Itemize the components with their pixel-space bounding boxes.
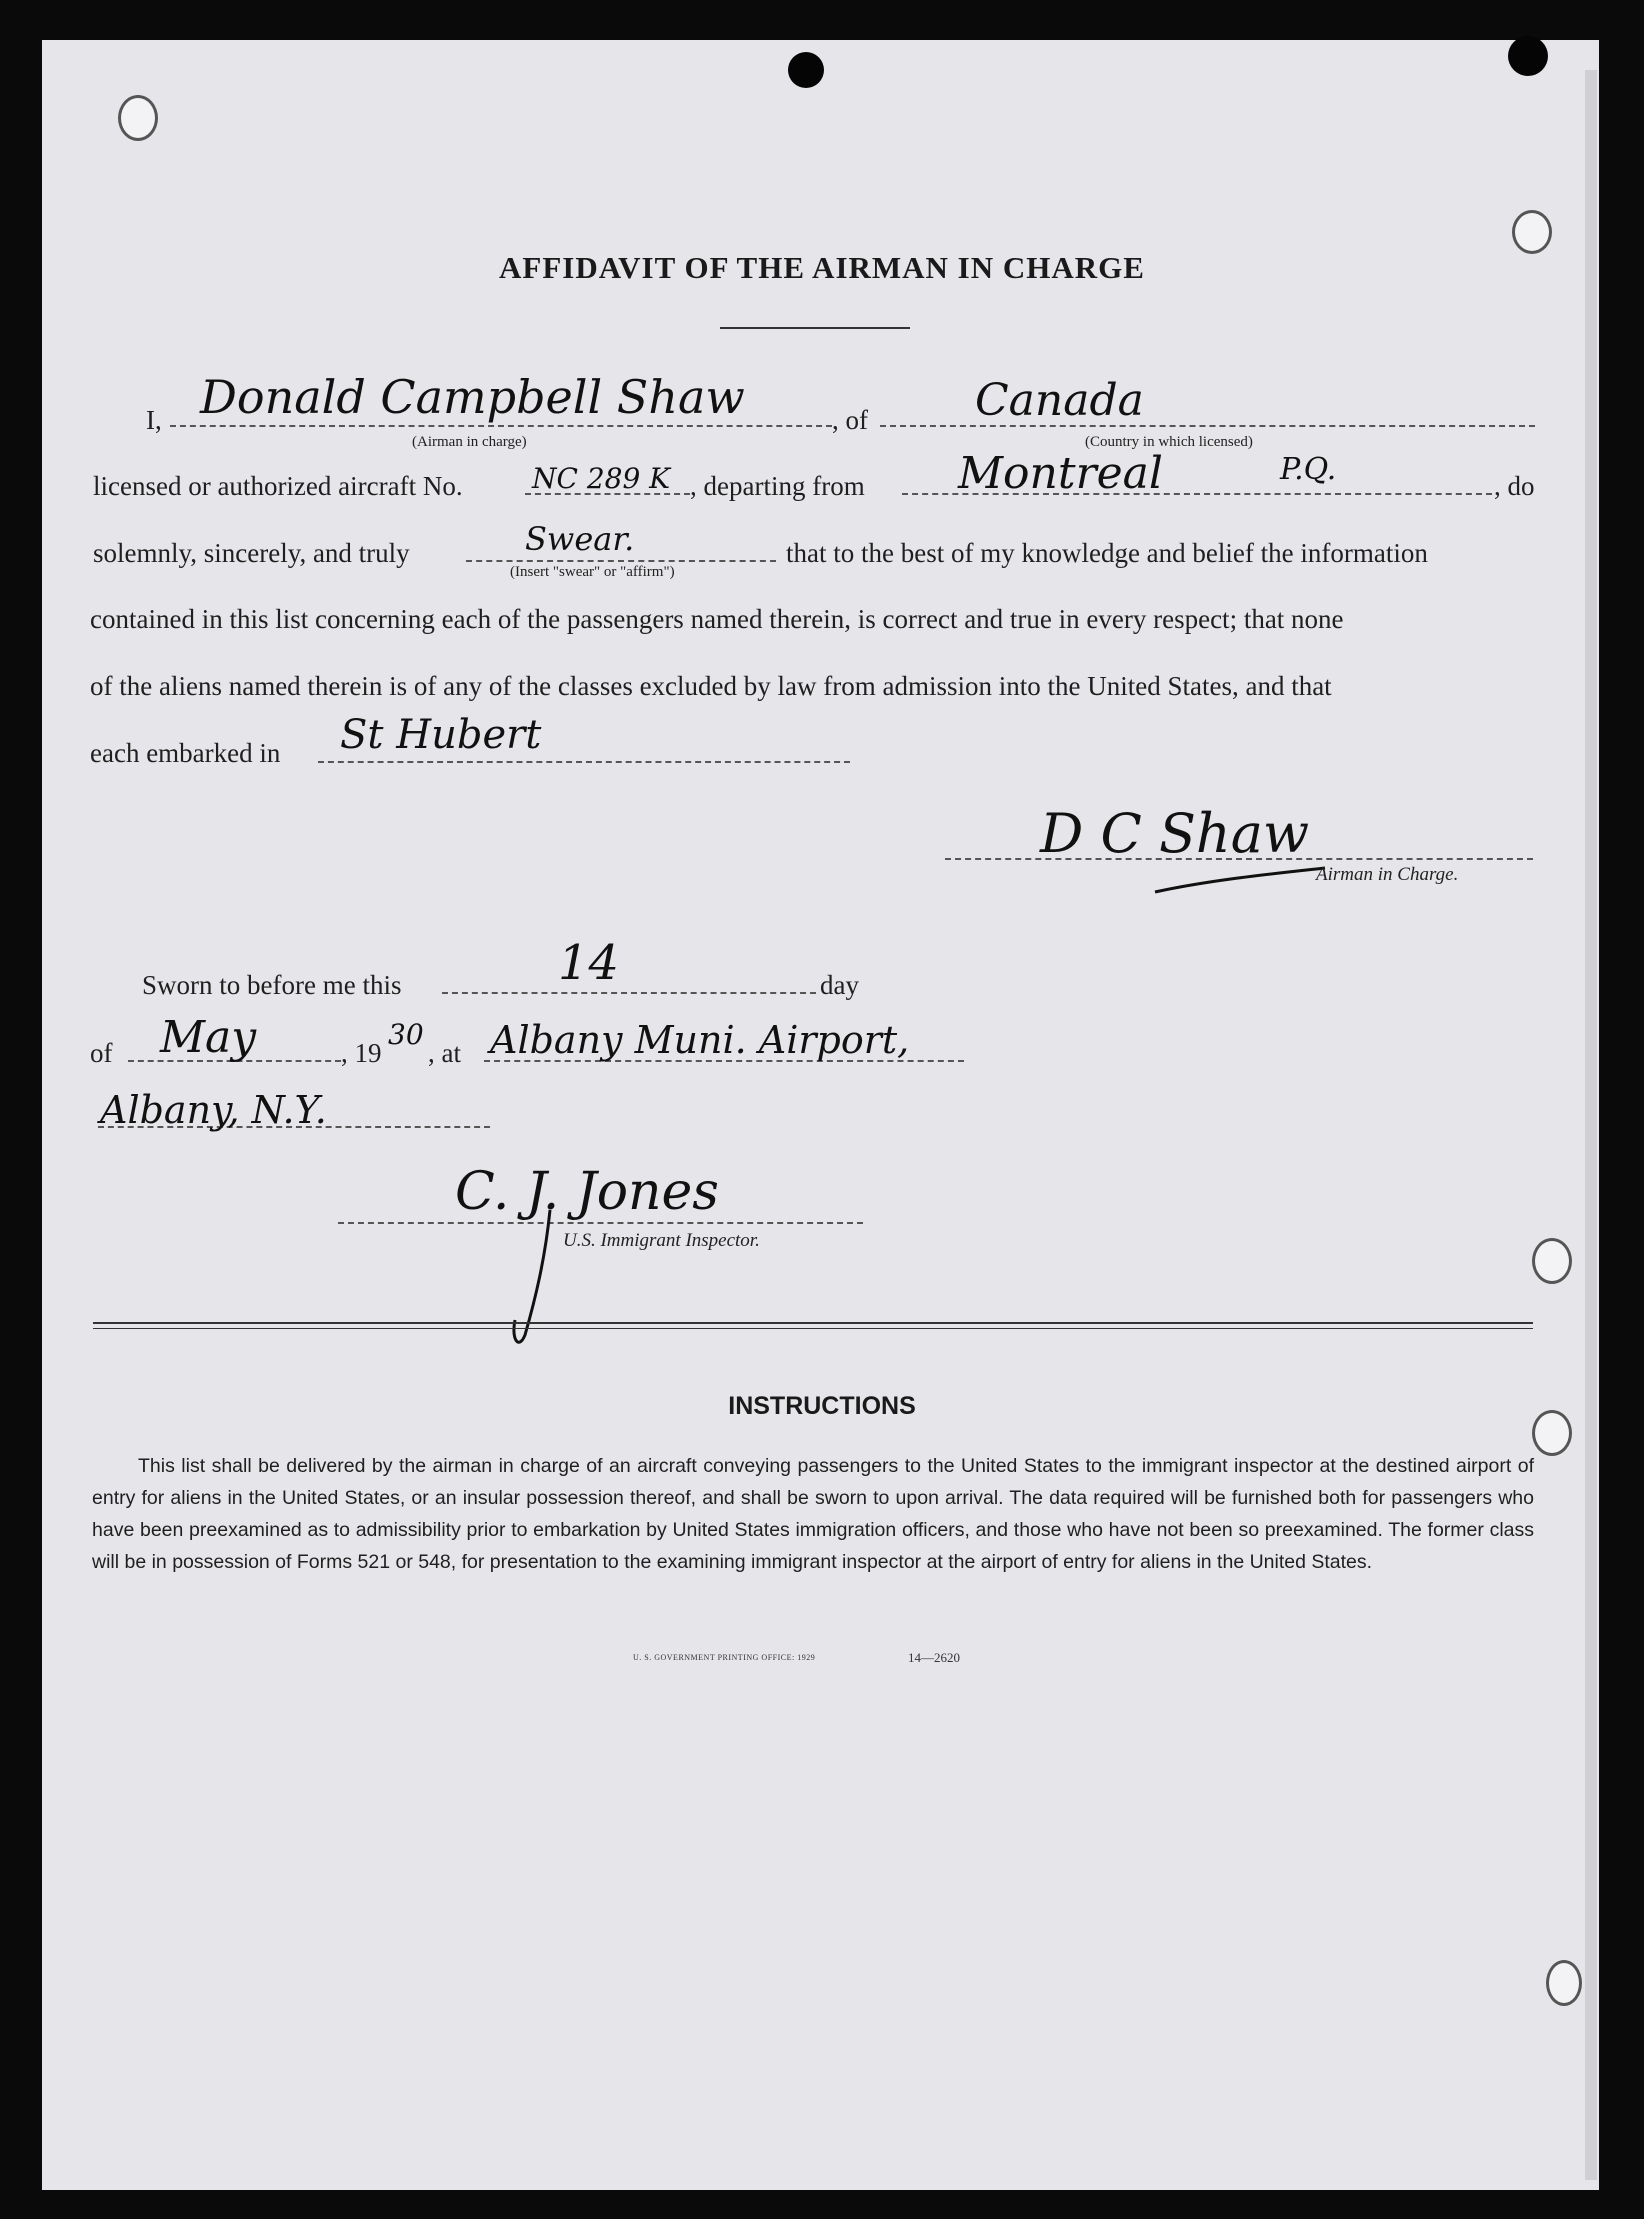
- statement-line-4: contained in this list concerning each of the passengers named therein, is correct and true in every respect; that none: [90, 604, 1344, 634]
- instructions-body: This list shall be delivered by the airman in charge of an aircraft conveying passengers to the United States to the immigrant inspector at the destined airport of entry for aliens in the United States, or an insular possession thereof, and shall be sworn to upon arrival. The data required will be furnished both for passengers who have been preexamined as to admissibility prior to embarkation by United States immigration officers, and those who have not been so preexamined. The former class will be in possession of Forms 521 or 548, for presentation to the examining immigrant inspector at the airport of entry for aliens in the United States.: [92, 1455, 1534, 1573]
- airman-name-field[interactable]: [170, 425, 832, 427]
- knowledge-text: that to the best of my knowledge and belief the information: [786, 538, 1428, 568]
- sworn-day-handwritten: 14: [558, 935, 620, 991]
- of-month-label: of: [90, 1038, 113, 1068]
- prefix-i: I,: [146, 405, 162, 435]
- province-handwritten: P.Q.: [1280, 452, 1337, 487]
- at-label: , at: [428, 1038, 461, 1068]
- departing-label: , departing from: [690, 471, 865, 501]
- do-label: , do: [1494, 471, 1535, 501]
- sworn-label: Sworn to before me this: [142, 970, 402, 1000]
- sworn-day-field[interactable]: [442, 992, 816, 994]
- section-divider-2: [93, 1328, 1533, 1329]
- section-divider: [93, 1322, 1533, 1324]
- sworn-place-line2: Albany, N.Y.: [100, 1088, 327, 1132]
- airman-caption: (Airman in charge): [412, 434, 527, 450]
- printer-imprint: U. S. GOVERNMENT PRINTING OFFICE: 1929: [633, 1653, 816, 1662]
- airman-signature-caption: Airman in Charge.: [1316, 864, 1459, 885]
- paper-edge: [1585, 70, 1597, 2180]
- statement-line-5: of the aliens named therein is of any of the classes excluded by law from admission into the United States, and that: [90, 671, 1332, 701]
- embarked-handwritten: St Hubert: [340, 712, 542, 758]
- airman-name-handwritten: Donald Campbell Shaw: [200, 370, 745, 424]
- solemnly-label: solemnly, sincerely, and truly: [93, 538, 410, 568]
- oath-field[interactable]: [466, 560, 776, 562]
- aircraft-no-handwritten: NC 289 K: [532, 462, 671, 495]
- country-handwritten: Canada: [975, 375, 1144, 426]
- punch-hole: [118, 95, 158, 141]
- departing-handwritten: Montreal: [958, 448, 1163, 499]
- punch-hole: [1508, 36, 1548, 76]
- sworn-year-handwritten: 30: [388, 1018, 424, 1051]
- airman-signature: D C Shaw: [1040, 802, 1310, 865]
- form-number: 14—2620: [908, 1650, 960, 1665]
- day-label: day: [820, 970, 859, 1000]
- year-prefix: , 19: [341, 1038, 382, 1068]
- country-caption: (Country in which licensed): [1085, 434, 1253, 450]
- inspector-signature-field[interactable]: [338, 1222, 863, 1224]
- aircraft-label: licensed or authorized aircraft No.: [93, 471, 463, 501]
- instructions-title: INSTRUCTIONS: [728, 1392, 916, 1420]
- inspector-signature: C. J. Jones: [455, 1162, 719, 1222]
- inspector-signature-caption: U.S. Immigrant Inspector.: [563, 1230, 760, 1251]
- punch-hole: [788, 52, 824, 88]
- sworn-month-handwritten: May: [160, 1012, 257, 1063]
- embarked-label: each embarked in: [90, 738, 281, 768]
- of-label: , of: [832, 405, 868, 435]
- sworn-place-line1: Albany Muni. Airport,: [490, 1018, 910, 1062]
- oath-caption: (Insert "swear" or "affirm"): [510, 564, 675, 580]
- punch-hole: [1546, 1960, 1582, 2006]
- punch-hole: [1532, 1238, 1572, 1284]
- title-divider: [720, 327, 910, 329]
- punch-hole: [1512, 210, 1552, 254]
- form-title: AFFIDAVIT OF THE AIRMAN IN CHARGE: [499, 250, 1145, 285]
- embarked-field[interactable]: [318, 761, 850, 763]
- signature-underline: [1150, 860, 1330, 900]
- oath-handwritten: Swear.: [525, 520, 635, 558]
